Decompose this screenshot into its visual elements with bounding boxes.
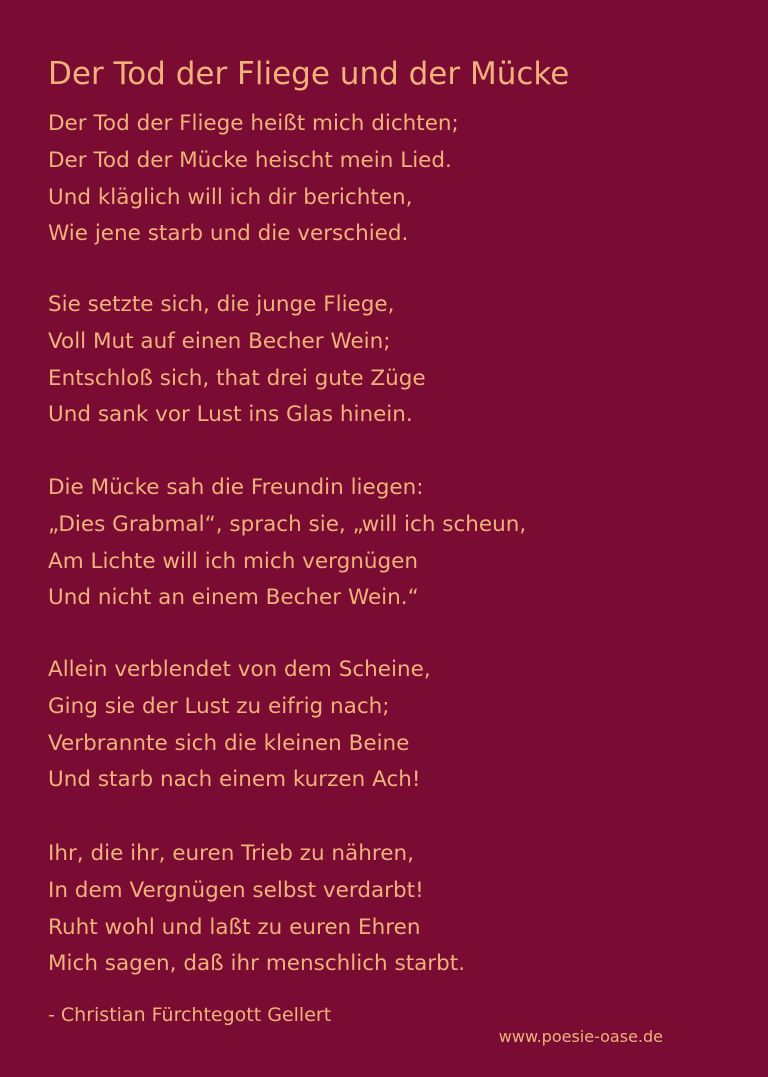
verse-line: Und kläglich will ich dir berichten,: [48, 184, 413, 210]
stanza-3: [48, 470, 526, 617]
stanza-4: [48, 652, 431, 799]
verse-line: Der Tod der Mücke heischt mein Lied.: [48, 147, 452, 173]
verse-line: Entschloß sich, that drei gute Züge: [48, 365, 426, 391]
verse-line: „Dies Grabmal“, sprach sie, „will ich scheun,: [48, 511, 527, 537]
verse-line: Und nicht an einem Becher Wein.“: [48, 585, 419, 611]
verse-line: Verbrannte sich die kleinen Beine: [48, 730, 410, 756]
verse-line: Allein verblendet von dem Scheine,: [48, 657, 431, 682]
stanza-5: [48, 836, 465, 983]
verse-line: Ruht wohl und laßt zu euren Ehren: [48, 914, 421, 940]
verse-line: Ihr, die ihr, euren Trieb zu nähren,: [48, 841, 414, 866]
author-credit: - Christian Fürchtegott Gellert: [48, 1004, 332, 1026]
verse-line: Und starb nach einem kurzen Ach!: [48, 767, 421, 793]
verse-line: Und sank vor Lust ins Glas hinein.: [48, 402, 413, 428]
website-url: www.poesie-oase.de: [498, 1027, 663, 1046]
verse-line: Die Mücke sah die Freundin liegen:: [48, 475, 424, 500]
verse-line: Wie jene starb und die verschied.: [48, 221, 409, 247]
verse-line: Sie setzte sich, die junge Fliege,: [48, 292, 395, 317]
stanza-1: [48, 106, 459, 253]
verse-line: Am Lichte will ich mich vergnügen: [48, 548, 418, 574]
stanza-2: [48, 287, 426, 434]
verse-line: Der Tod der Fliege heißt mich dichten;: [48, 111, 459, 136]
verse-line: In dem Vergnügen selbst verdarbt!: [48, 877, 424, 903]
poem-title: Der Tod der Fliege und der Mücke: [48, 56, 570, 92]
verse-line: Ging sie der Lust zu eifrig nach;: [48, 693, 390, 719]
verse-line: Voll Mut auf einen Becher Wein;: [48, 328, 391, 354]
verse-line: Mich sagen, daß ihr menschlich starbt.: [48, 951, 466, 977]
